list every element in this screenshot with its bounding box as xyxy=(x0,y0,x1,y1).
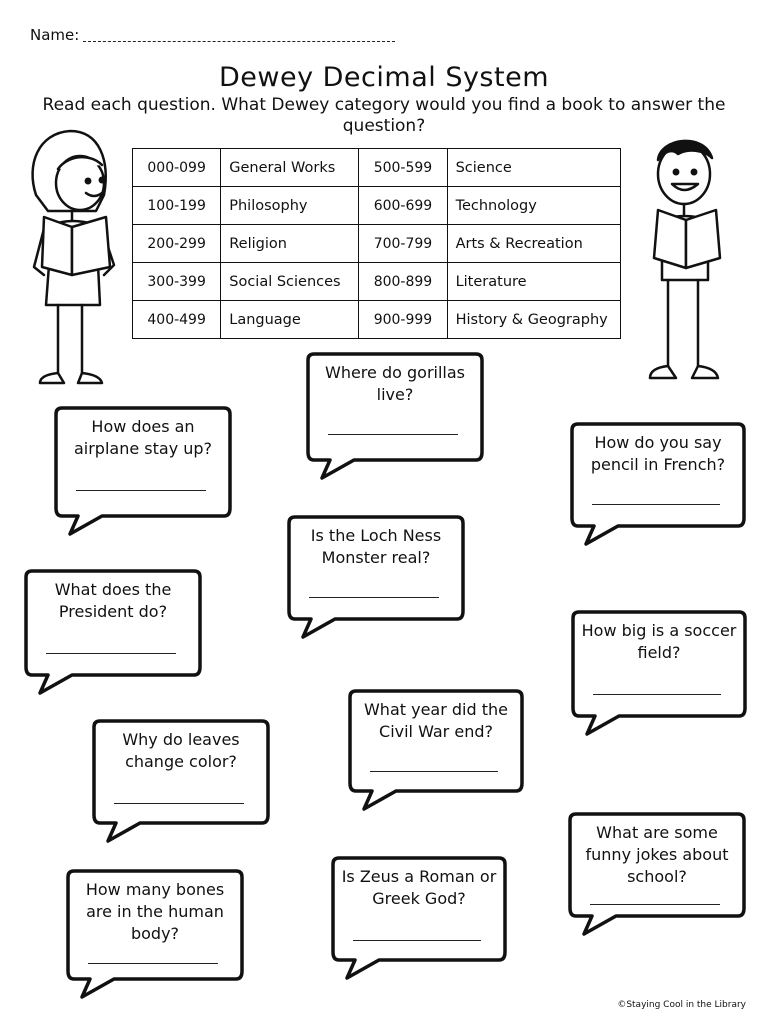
answer-line[interactable] xyxy=(328,434,458,435)
question-text: Why do leaves change color? xyxy=(122,730,240,771)
dewey-table-row xyxy=(133,187,621,225)
question-bubble xyxy=(570,422,746,548)
dewey-category: History & Geography xyxy=(447,301,620,339)
name-underline xyxy=(83,40,395,42)
dewey-range: 900-999 xyxy=(359,301,447,339)
question-bubble xyxy=(568,812,746,938)
question-text: Is Zeus a Roman or Greek God? xyxy=(341,867,497,908)
dewey-category: General Works xyxy=(221,149,359,187)
dewey-category: Arts & Recreation xyxy=(447,225,620,263)
dewey-range: 500-599 xyxy=(359,149,447,187)
dewey-category: Literature xyxy=(447,263,620,301)
question-bubble xyxy=(66,869,244,1001)
answer-line[interactable] xyxy=(46,653,176,654)
dewey-range: 100-199 xyxy=(133,187,221,225)
question-text: How many bones are in the human body? xyxy=(85,880,225,943)
dewey-category: Technology xyxy=(447,187,620,225)
instructions: Read each question. What Dewey category would you find a book to answer the question? xyxy=(42,95,726,136)
name-field[interactable] xyxy=(30,26,395,44)
dewey-category: Language xyxy=(221,301,359,339)
dewey-range: 300-399 xyxy=(133,263,221,301)
dewey-category: Religion xyxy=(221,225,359,263)
dewey-range: 000-099 xyxy=(133,149,221,187)
dewey-table-row xyxy=(133,301,621,339)
question-bubble xyxy=(348,689,524,813)
dewey-range: 800-899 xyxy=(359,263,447,301)
name-label: Name: xyxy=(30,26,80,44)
question-text: What year did the Civil War end? xyxy=(363,700,508,741)
boy-reading-illustration xyxy=(648,130,728,386)
question-text: How do you say pencil in French? xyxy=(590,433,726,474)
answer-line[interactable] xyxy=(309,597,439,598)
question-bubble xyxy=(287,515,465,641)
answer-line[interactable] xyxy=(593,694,721,695)
dewey-category: Science xyxy=(447,149,620,187)
answer-line[interactable] xyxy=(76,490,206,491)
question-bubble xyxy=(571,610,747,738)
dewey-range: 400-499 xyxy=(133,301,221,339)
answer-line[interactable] xyxy=(88,963,218,964)
answer-line[interactable] xyxy=(353,940,481,941)
question-text: Where do gorillas live? xyxy=(325,363,465,404)
question-bubble xyxy=(331,856,507,982)
page-title: Dewey Decimal System xyxy=(218,62,550,93)
dewey-table-row xyxy=(133,225,621,263)
answer-line[interactable] xyxy=(114,803,244,804)
question-text: How big is a soccer field? xyxy=(581,621,737,662)
dewey-category: Social Sciences xyxy=(221,263,359,301)
answer-line[interactable] xyxy=(370,771,498,772)
question-bubble xyxy=(54,406,232,538)
answer-line[interactable] xyxy=(592,504,720,505)
dewey-table-row xyxy=(133,149,621,187)
answer-line[interactable] xyxy=(590,904,720,905)
dewey-category-table xyxy=(132,148,621,339)
question-text: How does an airplane stay up? xyxy=(73,417,213,458)
dewey-range: 200-299 xyxy=(133,225,221,263)
copyright-credit: ©Staying Cool in the Library xyxy=(617,1000,746,1010)
question-bubble xyxy=(92,719,270,845)
girl-reading-illustration xyxy=(24,125,124,390)
dewey-category: Philosophy xyxy=(221,187,359,225)
dewey-range: 600-699 xyxy=(359,187,447,225)
dewey-range: 700-799 xyxy=(359,225,447,263)
question-text: Is the Loch Ness Monster real? xyxy=(310,526,442,567)
question-bubble xyxy=(306,352,484,482)
question-text: What are some funny jokes about school? xyxy=(585,823,729,886)
question-bubble xyxy=(24,569,202,697)
question-text: What does the President do? xyxy=(54,580,172,621)
dewey-table-row xyxy=(133,263,621,301)
